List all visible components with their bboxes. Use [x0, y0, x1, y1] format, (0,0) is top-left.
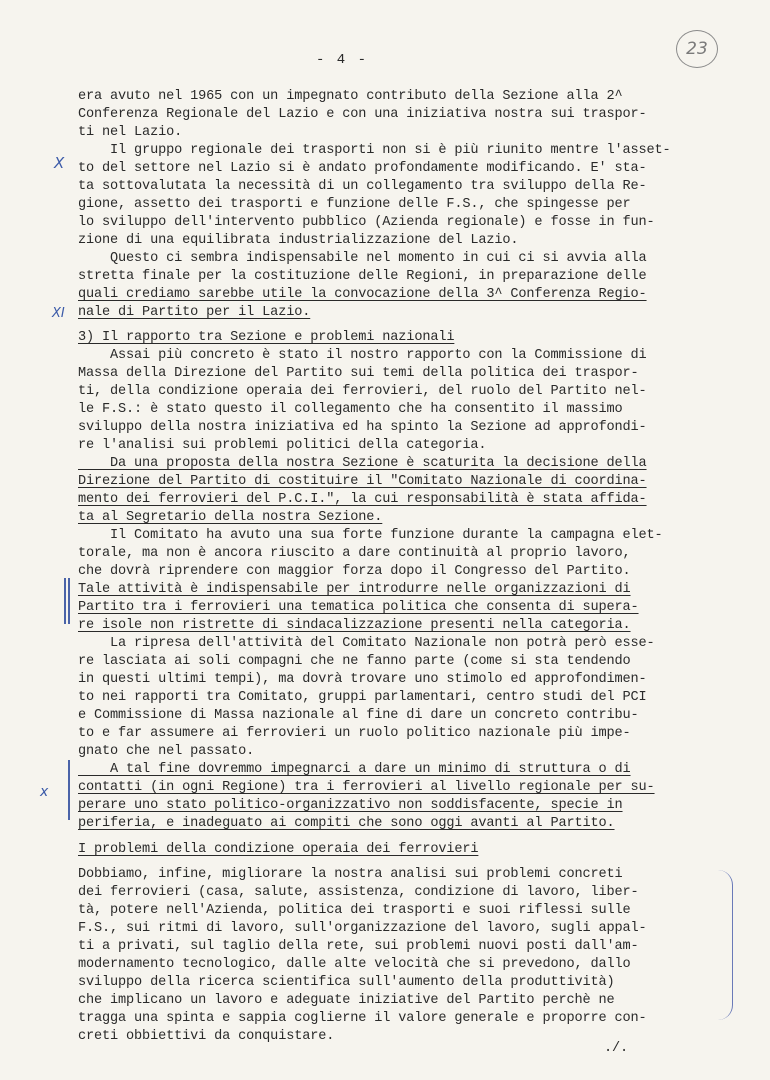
text-line: le F.S.: è stato questo il collegamento che ha consentito il massimo — [78, 402, 623, 417]
text-line: Assai più concreto è stato il nostro rapporto con la Commissione di — [78, 348, 647, 363]
text-line: ti a privati, sul taglio della rete, sui problemi nuovi posti dall'am- — [78, 939, 639, 954]
text-line: perare uno stato politico-organizzativo non soddisfacente, specie in — [78, 798, 623, 813]
text-line: Questo ci sembra indispensabile nel momento in cui ci si avvia alla — [78, 251, 647, 266]
text-line: mento dei ferrovieri del P.C.I.", la cui responsabilità è stata affida- — [78, 492, 647, 507]
text-line: in questi ultimi tempi), ma dovrà trovare uno stimolo ed approfondimen- — [78, 672, 647, 687]
margin-bar-2 — [68, 578, 70, 624]
margin-mark-x-lower: x — [40, 784, 49, 800]
text-line: Dobbiamo, infine, migliorare la nostra analisi sui problemi concreti — [78, 867, 623, 882]
text-line: ta sottovalutata la necessità di un collegamento tra sviluppo della Re- — [78, 179, 647, 194]
text-line: to del settore nel Lazio si è andato profondamente modificando. E' sta- — [78, 161, 647, 176]
text-line: tà, potere nell'Azienda, politica dei trasporti e suoi riflessi sulle — [78, 903, 631, 918]
margin-bar-1 — [64, 578, 66, 624]
text-line: nale di Partito per il Lazio. — [78, 305, 311, 320]
text-line: zione di una equilibrata industrializzazione del Lazio. — [78, 233, 519, 248]
text-line: Partito tra i ferrovieri una tematica politica che consenta di supera- — [78, 600, 639, 615]
text-line: gnato che nel passato. — [78, 744, 255, 759]
text-line: che implicano un lavoro e adeguate iniziative del Partito perchè ne — [78, 993, 615, 1008]
text-line: modernamento tecnologico, dalle alte velocità che si prevedono, dallo — [78, 957, 631, 972]
text-line: A tal fine dovremmo impegnarci a dare un minimo di struttura o di — [78, 762, 631, 777]
text-line: Massa della Direzione del Partito sui temi della politica dei traspor- — [78, 366, 639, 381]
margin-mark-x: X — [54, 154, 65, 172]
section-heading: 3) Il rapporto tra Sezione e problemi nazionali — [78, 330, 455, 345]
text-line: re l'analisi sui problemi politici della categoria. — [78, 438, 487, 453]
text-line: quali crediamo sarebbe utile la convocazione della 3^ Conferenza Regio- — [78, 287, 647, 302]
text-line: re lasciata ai soli compagni che ne fanno parte (come si sta tendendo — [78, 654, 631, 669]
text-line: to nei rapporti tra Comitato, gruppi parlamentari, centro studi del PCI — [78, 690, 647, 705]
continuation-mark: ./. — [604, 1041, 629, 1056]
handwritten-page-number: 23 — [676, 30, 718, 68]
margin-mark-xi: XI — [52, 306, 65, 321]
text-line: ti, della condizione operaia dei ferrovieri, del ruolo del Partito nel- — [78, 384, 647, 399]
text-line: Da una proposta della nostra Sezione è scaturita la decisione della — [78, 456, 647, 471]
text-line: gione, assetto dei trasporti e funzione delle F.S., che spingesse per — [78, 197, 631, 212]
text-line: ti nel Lazio. — [78, 125, 183, 140]
text-line: stretta finale per la costituzione delle Regioni, in preparazione delle — [78, 269, 647, 284]
text-line: lo sviluppo dell'intervento pubblico (Azienda regionale) e fosse in fun- — [78, 215, 655, 230]
text-line: dei ferrovieri (casa, salute, assistenza, condizione di lavoro, liber- — [78, 885, 639, 900]
text-line: creti obbiettivi da conquistare. — [78, 1029, 335, 1044]
text-line: Il gruppo regionale dei trasporti non si è più riunito mentre l'asset- — [78, 143, 671, 158]
text-line: Direzione del Partito di costituire il "Comitato Nazionale di coordina- — [78, 474, 647, 489]
section-heading: I problemi della condizione operaia dei ferrovieri — [78, 842, 479, 857]
margin-bracket — [718, 870, 733, 1020]
text-line: e Commissione di Massa nazionale al fine di dare un concreto contribu- — [78, 708, 639, 723]
text-line: periferia, e inadeguato ai compiti che sono oggi avanti al Partito. — [78, 816, 615, 831]
text-line: ta al Segretario della nostra Sezione. — [78, 510, 383, 525]
text-line: sviluppo della ricerca scientifica sull'aumento della produttività) — [78, 975, 615, 990]
text-line: tragga una spinta e sappia coglierne il valore generale e proporre con- — [78, 1011, 647, 1026]
page-number: - 4 - — [316, 52, 369, 68]
text-line: F.S., sui ritmi di lavoro, sull'organizzazione del lavoro, sugli appal- — [78, 921, 647, 936]
text-line: Il Comitato ha avuto una sua forte funzione durante la campagna elet- — [78, 528, 663, 543]
text-line: La ripresa dell'attività del Comitato Nazionale non potrà però esse- — [78, 636, 655, 651]
margin-bar-3 — [68, 760, 70, 820]
text-line: Tale attività è indispensabile per introdurre nelle organizzazioni di — [78, 582, 631, 597]
text-line: to e far assumere ai ferrovieri un ruolo politico nazionale più impe- — [78, 726, 631, 741]
text-line: torale, ma non è ancora riuscito a dare continuità al proprio lavoro, — [78, 546, 631, 561]
text-line: era avuto nel 1965 con un impegnato contributo della Sezione alla 2^ — [78, 89, 623, 104]
text-line: che dovrà riprendere con maggior forza dopo il Congresso del Partito. — [78, 564, 631, 579]
text-line: Conferenza Regionale del Lazio e con una iniziativa nostra sui traspor- — [78, 107, 647, 122]
text-line: sviluppo della nostra iniziativa ed ha spinto la Sezione ad approfondi- — [78, 420, 647, 435]
text-line: re isole non ristrette di sindacalizzazione presenti nella categoria. — [78, 618, 631, 633]
text-line: contatti (in ogni Regione) tra i ferrovieri al livello regionale per su- — [78, 780, 655, 795]
